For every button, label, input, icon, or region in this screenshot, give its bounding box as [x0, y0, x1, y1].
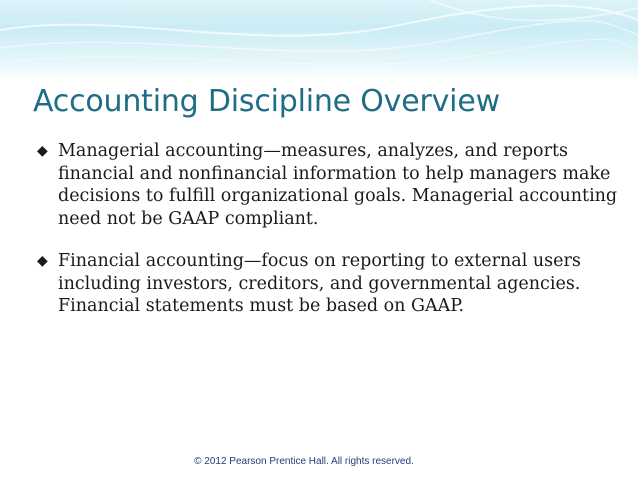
bullet-text: Managerial accounting—measures, analyzes, and reports financial and nonfinancial information to help managers make decisions to fulfill organizational goals. Managerial accounting need not be GAAP compliant.	[58, 141, 618, 229]
bullet-financial-accounting	[35, 250, 625, 318]
header-decoration-band	[0, 0, 638, 80]
slide-title: Accounting Discipline Overview	[33, 84, 500, 119]
wave-decoration	[0, 0, 638, 80]
bullet-diamond-icon: ◆	[37, 253, 48, 269]
bullet-text: Financial accounting—focus on reporting to external users including investors, creditors, and governmental agencies. Financial statements must be based on GAAP.	[58, 251, 581, 316]
bullet-managerial-accounting	[35, 140, 625, 230]
copyright-footer	[0, 456, 638, 467]
footer-text: © 2012 Pearson Prentice Hall. All rights reserved.	[194, 456, 414, 467]
bullet-diamond-icon: ◆	[37, 143, 48, 159]
bullet-list	[35, 140, 625, 318]
